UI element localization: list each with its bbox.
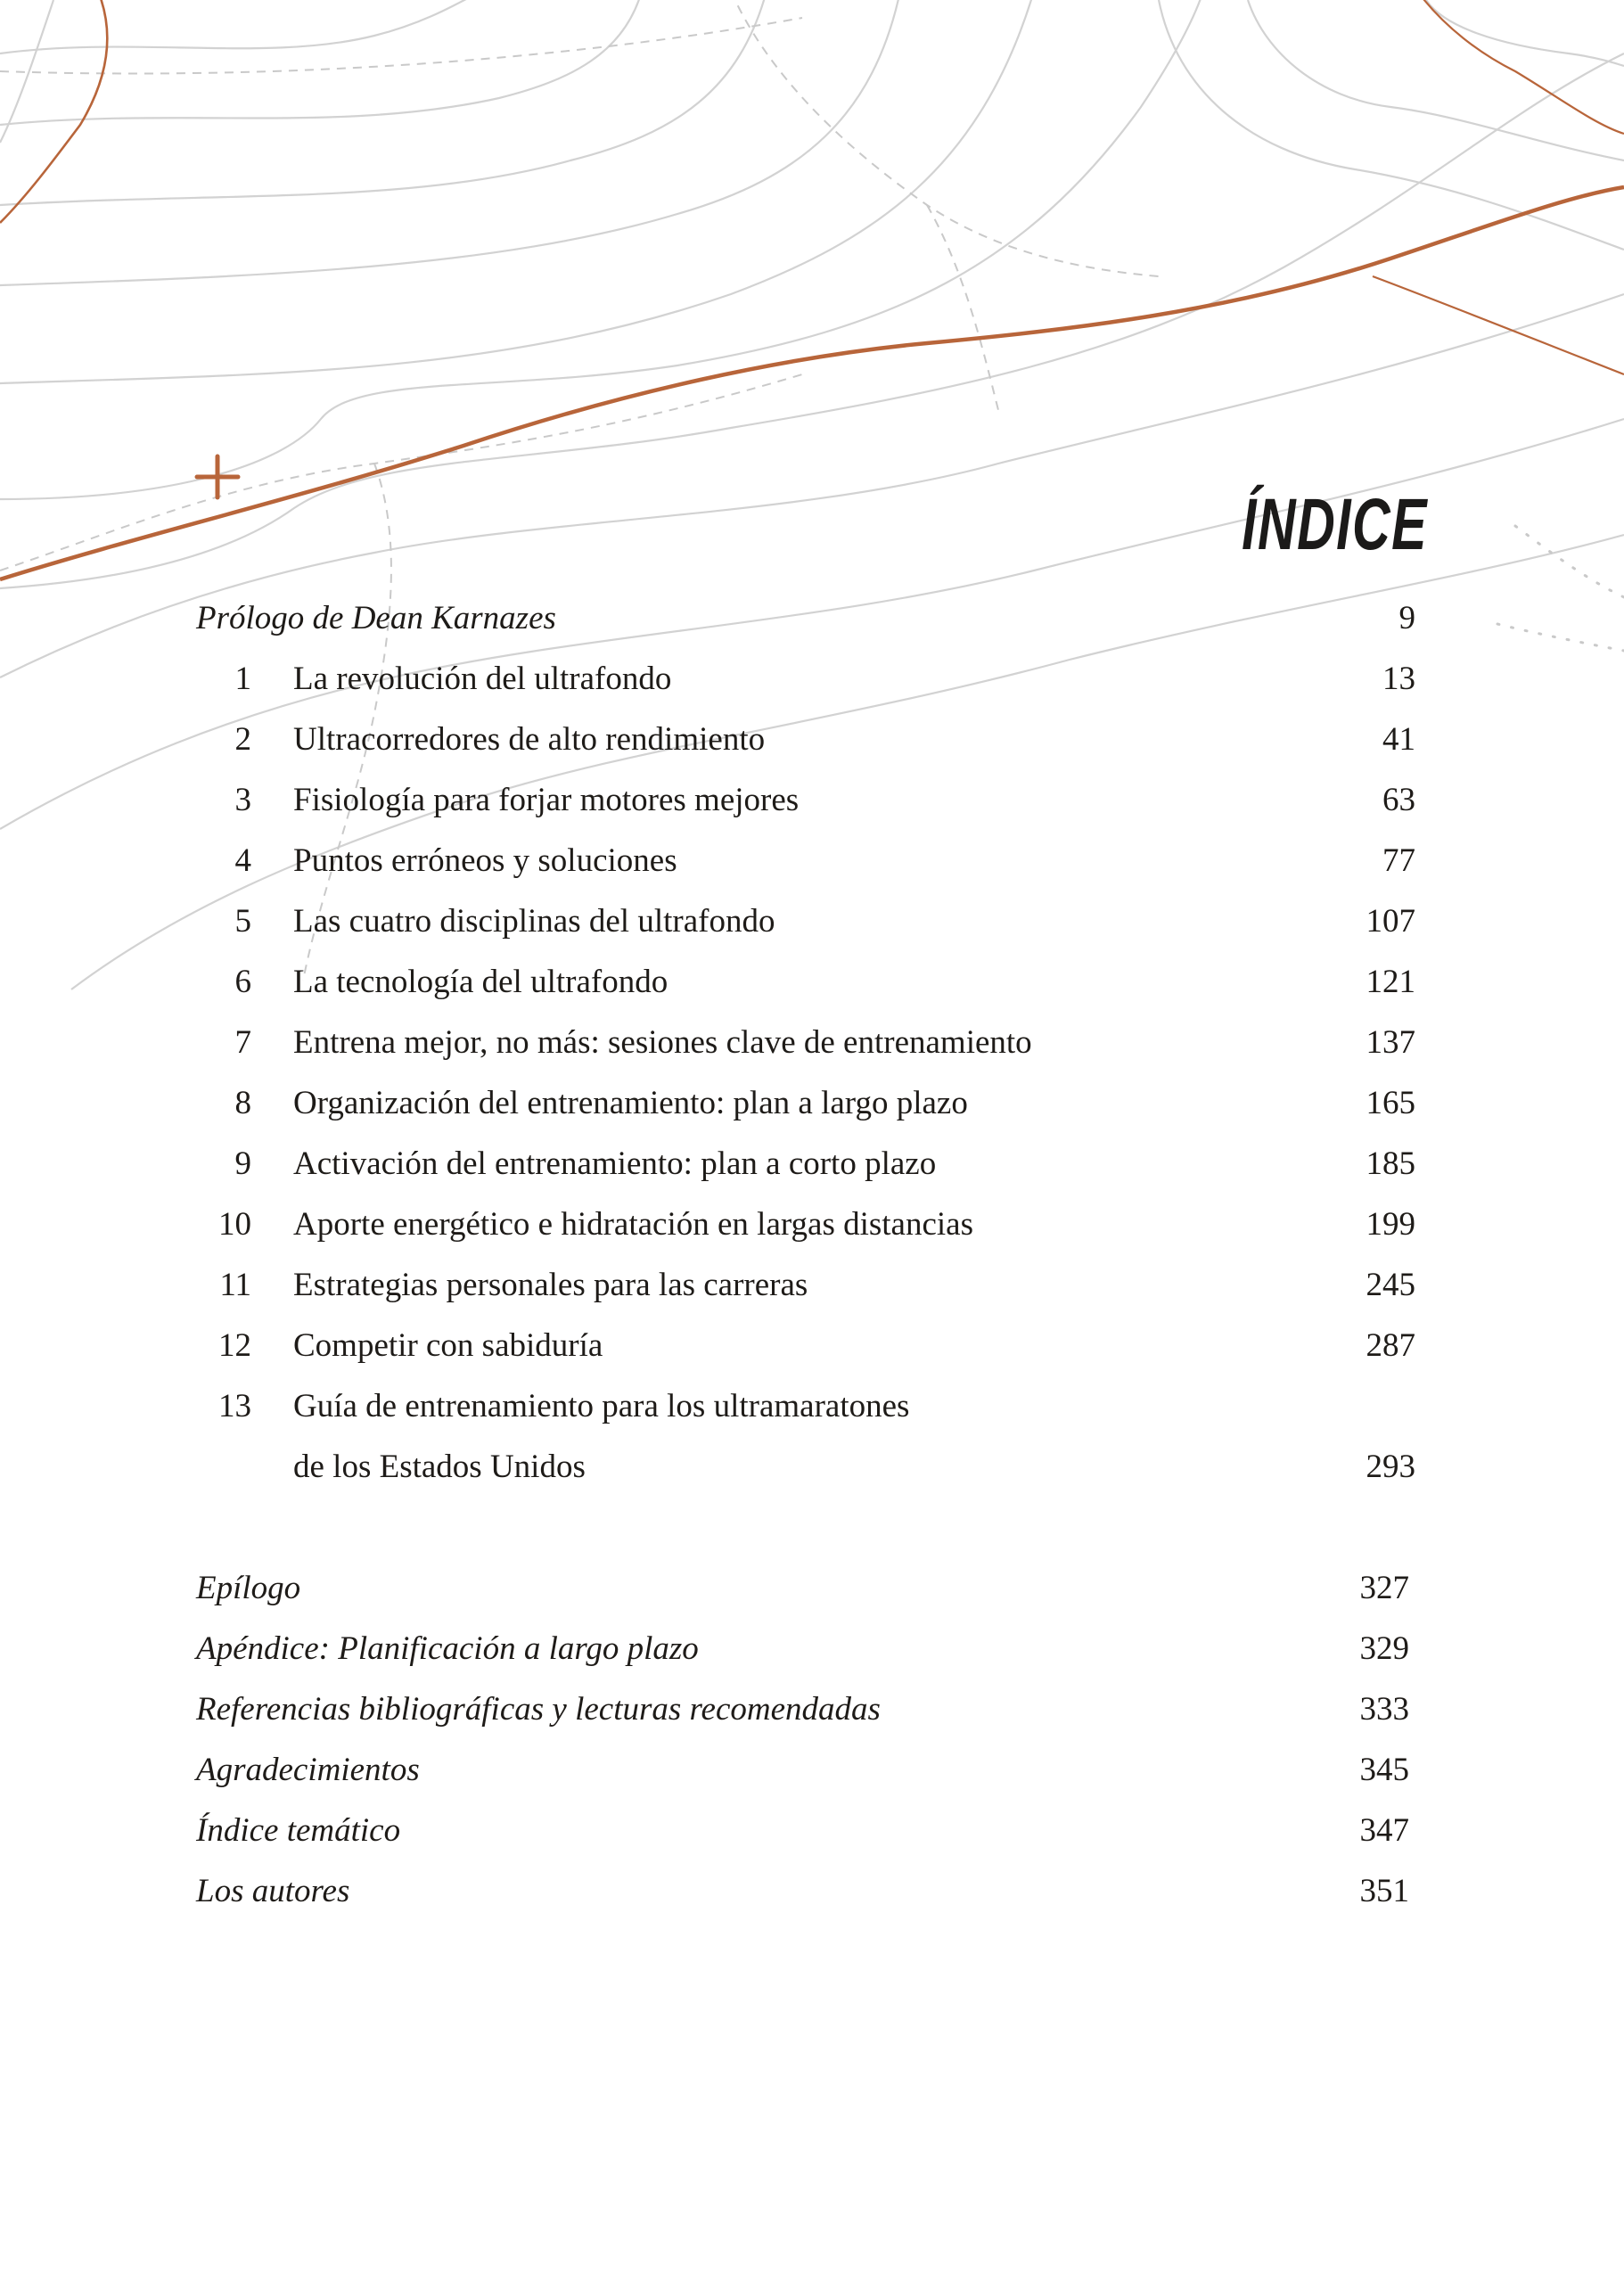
toc-entry-authors[interactable] [0, 1861, 1624, 1922]
chapter-title: Guía de entrenamiento para los ultramaratones [293, 1388, 910, 1424]
chapter-number: 1 [234, 661, 251, 697]
chapter-title: Puntos erróneos y soluciones [293, 842, 677, 879]
chapter-page: 121 [1366, 964, 1415, 1000]
chapter-number: 11 [219, 1267, 251, 1303]
toc-chapter-5[interactable] [0, 891, 1624, 952]
toc-entry-prologue[interactable] [0, 588, 1624, 649]
toc-chapter-1[interactable] [0, 649, 1624, 710]
chapter-title: Activación del entrenamiento: plan a corto plazo [293, 1145, 937, 1182]
toc-chapter-6[interactable] [0, 952, 1624, 1013]
chapter-page: 63 [1382, 782, 1415, 818]
toc-entry-title: Epílogo [196, 1570, 301, 1606]
chapter-number: 3 [234, 782, 251, 818]
toc-entry-page: 327 [1359, 1570, 1409, 1606]
toc-chapter-12[interactable] [0, 1316, 1624, 1376]
chapter-number: 4 [234, 842, 251, 879]
chapter-page: 165 [1366, 1085, 1415, 1121]
chapter-number: 7 [234, 1024, 251, 1061]
toc-entry-page: 347 [1359, 1812, 1409, 1849]
chapter-number: 2 [234, 721, 251, 758]
chapter-number: 13 [218, 1388, 251, 1424]
toc-chapter-9[interactable] [0, 1134, 1624, 1194]
chapter-title: La tecnología del ultrafondo [293, 964, 668, 1000]
chapter-title: Competir con sabiduría [293, 1327, 603, 1364]
toc-chapter-7[interactable] [0, 1013, 1624, 1073]
chapter-title-continued: de los Estados Unidos [293, 1449, 586, 1485]
chapter-page: 41 [1382, 721, 1415, 758]
toc-entry-page: 9 [1398, 600, 1415, 636]
toc-entry-references[interactable] [0, 1679, 1624, 1740]
chapter-title: La revolución del ultrafondo [293, 661, 672, 697]
toc-entry-appendix[interactable] [0, 1619, 1624, 1679]
chapter-page: 287 [1366, 1327, 1415, 1364]
toc-entry-title: Prólogo de Dean Karnazes [196, 600, 556, 636]
chapter-page: 77 [1382, 842, 1415, 879]
chapter-title: Entrena mejor, no más: sesiones clave de entrenamiento [293, 1024, 1032, 1061]
chapter-title: Ultracorredores de alto rendimiento [293, 721, 766, 758]
toc-entry-title: Agradecimientos [196, 1752, 420, 1788]
toc-entry-page: 345 [1359, 1752, 1409, 1788]
chapter-number: 5 [234, 903, 251, 940]
toc-entry-page: 329 [1359, 1630, 1409, 1667]
toc-chapter-13-continued[interactable] [0, 1437, 1624, 1498]
toc-entry-title: Índice temático [196, 1812, 401, 1849]
chapter-title: Estrategias personales para las carreras [293, 1267, 808, 1303]
chapter-page: 107 [1366, 903, 1415, 940]
toc-chapter-3[interactable] [0, 770, 1624, 831]
toc-entry-title: Los autores [196, 1873, 350, 1909]
page-title: ÍNDICE [1242, 484, 1428, 565]
chapter-number: 8 [234, 1085, 251, 1121]
toc-entry-epilogue[interactable] [0, 1558, 1624, 1619]
chapter-number: 9 [234, 1145, 251, 1182]
toc-chapter-8[interactable] [0, 1073, 1624, 1134]
chapter-title: Fisiología para forjar motores mejores [293, 782, 800, 818]
toc-chapter-2[interactable] [0, 710, 1624, 770]
chapter-number: 6 [234, 964, 251, 1000]
toc-entry-subject-index[interactable] [0, 1801, 1624, 1861]
toc-chapter-13[interactable] [0, 1376, 1624, 1437]
chapter-title: Aporte energético e hidratación en largas distancias [293, 1206, 973, 1243]
toc-entry-title: Apéndice: Planificación a largo plazo [196, 1630, 699, 1667]
toc-entry-acknowledgements[interactable] [0, 1740, 1624, 1801]
chapter-number: 12 [218, 1327, 251, 1364]
chapter-page: 13 [1382, 661, 1415, 697]
chapter-title: Las cuatro disciplinas del ultrafondo [293, 903, 775, 940]
toc-chapter-10[interactable] [0, 1194, 1624, 1255]
chapter-page: 199 [1366, 1206, 1415, 1243]
chapter-page: 245 [1366, 1267, 1415, 1303]
toc-entry-page: 333 [1359, 1691, 1409, 1728]
chapter-page: 185 [1366, 1145, 1415, 1182]
toc-entry-title: Referencias bibliográficas y lecturas recomendadas [196, 1691, 881, 1728]
toc-chapter-4[interactable] [0, 831, 1624, 891]
chapter-page: 293 [1366, 1449, 1415, 1485]
toc-chapter-11[interactable] [0, 1255, 1624, 1316]
chapter-page: 137 [1366, 1024, 1415, 1061]
toc-entry-page: 351 [1359, 1873, 1409, 1909]
plus-marker-icon [197, 456, 238, 497]
chapter-title: Organización del entrenamiento: plan a largo plazo [293, 1085, 968, 1121]
chapter-number: 10 [218, 1206, 251, 1243]
